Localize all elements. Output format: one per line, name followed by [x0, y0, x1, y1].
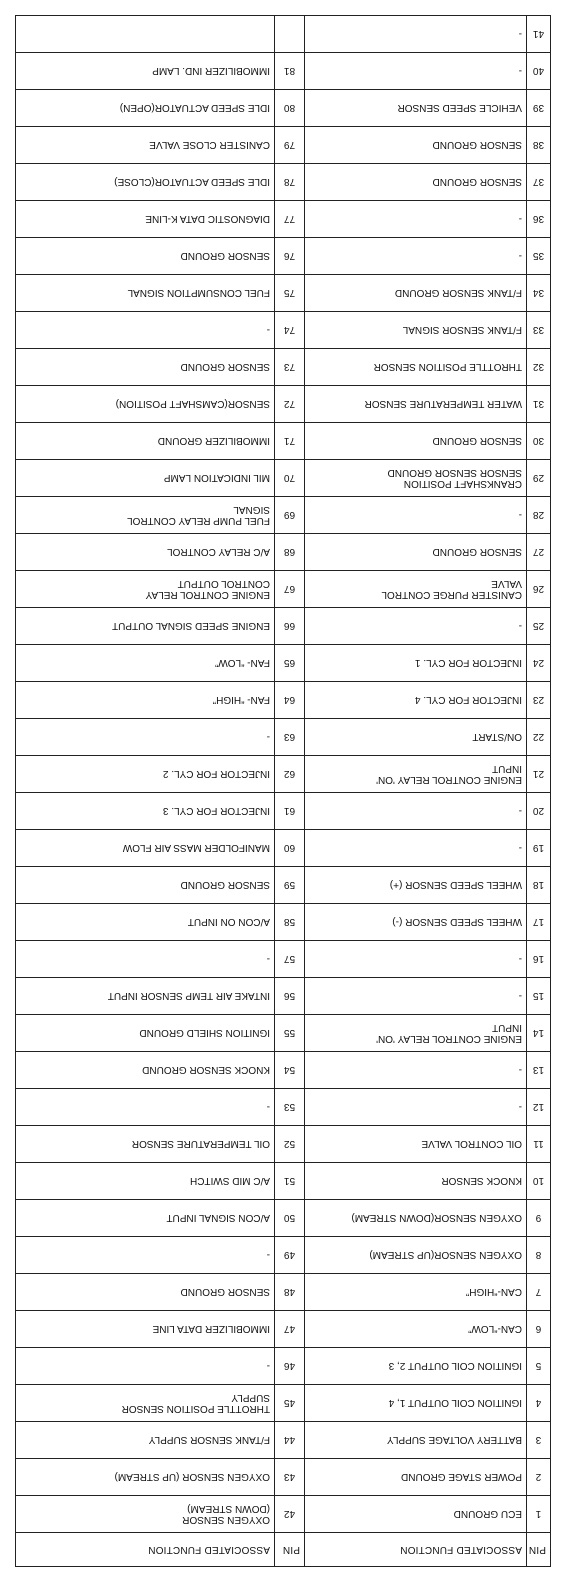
pin-number-left: 12 — [527, 1089, 551, 1126]
table-row — [16, 1496, 551, 1533]
pin-function-left: SENSOR GROUND — [305, 127, 527, 164]
table-row — [16, 1237, 551, 1274]
table-row — [16, 682, 551, 719]
pin-number-left: 10 — [527, 1163, 551, 1200]
pin-function-left: WHEEL SPEED SENSOR (-) — [305, 904, 527, 941]
table-row — [16, 201, 551, 238]
pin-number-right: 68 — [275, 534, 305, 571]
pin-number-left: 24 — [527, 645, 551, 682]
pin-function-left: SENSOR GROUND — [305, 423, 527, 460]
pin-function-left: IGNITION COIL OUTPUT 1, 4 — [305, 1385, 527, 1422]
pin-function-right: INJECTOR FOR CYL. 3 — [16, 793, 275, 830]
function-header-right: ASSOCIATED FUNCTION — [16, 1533, 275, 1567]
pin-number-left: 7 — [527, 1274, 551, 1311]
table-row — [16, 830, 551, 867]
pin-function-left: INJECTOR FOR CYL. 1 — [305, 645, 527, 682]
pin-number-left: 21 — [527, 756, 551, 793]
pin-function-right: ENGINE SPEED SIGNAL OUTPUT — [16, 608, 275, 645]
pin-number-right: 64 — [275, 682, 305, 719]
pin-function-right: IDLE SPEED ACTUATOR(OPEN) — [16, 90, 275, 127]
pin-number-right: 60 — [275, 830, 305, 867]
pin-number-left: 19 — [527, 830, 551, 867]
pin-number-right: 44 — [275, 1422, 305, 1459]
pin-number-right: 79 — [275, 127, 305, 164]
pin-function-left: - — [305, 1052, 527, 1089]
pin-number-left: 41 — [527, 16, 551, 53]
pin-function-left: VEHICLE SPEED SENSOR — [305, 90, 527, 127]
pin-number-right: 62 — [275, 756, 305, 793]
table-row — [16, 1311, 551, 1348]
pin-function-right: OXYGEN SENSOR (DOWN STREAM) — [16, 1496, 275, 1533]
pin-number-left: 29 — [527, 460, 551, 497]
table-row — [16, 645, 551, 682]
pin-number-right: 65 — [275, 645, 305, 682]
pin-header-left: PIN — [527, 1533, 551, 1567]
pin-number-left: 40 — [527, 53, 551, 90]
pin-function-right: ENGINE CONTROL RELAY CONTROL OUTPUT — [16, 571, 275, 608]
pin-function-left: ECU GROUND — [305, 1496, 527, 1533]
pin-number-left: 39 — [527, 90, 551, 127]
table-row — [16, 904, 551, 941]
pin-number-right: 71 — [275, 423, 305, 460]
table-row — [16, 16, 551, 53]
pin-function-right: FUEL PUMP RELAY CONTROL SIGNAL — [16, 497, 275, 534]
function-header-left: ASSOCIATED FUNCTION — [305, 1533, 527, 1567]
pin-number-left: 35 — [527, 238, 551, 275]
table-row — [16, 460, 551, 497]
table-row — [16, 90, 551, 127]
pin-function-left: BATTERY VOLTAGE SUPPLY — [305, 1422, 527, 1459]
pin-function-right: FAN- “HIGH” — [16, 682, 275, 719]
pin-function-right: IMMOBILIZER IND. LAMP — [16, 53, 275, 90]
table-row — [16, 1459, 551, 1496]
table-row — [16, 53, 551, 90]
pin-function-left: KNOCK SENSOR — [305, 1163, 527, 1200]
pin-number-left: 22 — [527, 719, 551, 756]
pin-function-left: WATER TEMPERATURE SENSOR — [305, 386, 527, 423]
pin-number-right: 80 — [275, 90, 305, 127]
pin-number-left: 26 — [527, 571, 551, 608]
pin-number-right: 58 — [275, 904, 305, 941]
pin-function-left: OIL CONTROL VALVE — [305, 1126, 527, 1163]
pin-function-left: ENGINE CONTROL RELAY 'ON' INPUT — [305, 756, 527, 793]
table-row — [16, 793, 551, 830]
table-row — [16, 497, 551, 534]
table-row — [16, 571, 551, 608]
pin-number-left: 11 — [527, 1126, 551, 1163]
pin-number-right: 66 — [275, 608, 305, 645]
pin-number-left: 17 — [527, 904, 551, 941]
table-row — [16, 1015, 551, 1052]
pin-function-right: - — [16, 1348, 275, 1385]
pin-function-right: IDLE SPEED ACTUATOR(CLOSE) — [16, 164, 275, 201]
pin-number-left: 6 — [527, 1311, 551, 1348]
pin-number-left: 2 — [527, 1459, 551, 1496]
pin-function-right: FUEL CONSUMPTION SIGNAL — [16, 275, 275, 312]
pin-rows — [16, 16, 551, 1533]
pin-number-left: 5 — [527, 1348, 551, 1385]
pin-number-right: 55 — [275, 1015, 305, 1052]
pin-function-left: WHEEL SPEED SENSOR (+) — [305, 867, 527, 904]
pin-number-right: 67 — [275, 571, 305, 608]
pin-function-right: MIL INDICATION LAMP — [16, 460, 275, 497]
table-row — [16, 423, 551, 460]
pin-number-left: 3 — [527, 1422, 551, 1459]
table-row — [16, 349, 551, 386]
pin-function-right: INTAKE AIR TEMP SENSOR INPUT — [16, 978, 275, 1015]
pin-number-right: 70 — [275, 460, 305, 497]
pin-number-left: 27 — [527, 534, 551, 571]
pin-number-left: 4 — [527, 1385, 551, 1422]
pin-number-left: 25 — [527, 608, 551, 645]
pin-number-left: 1 — [527, 1496, 551, 1533]
pin-number-right — [275, 16, 305, 53]
pin-number-right: 56 — [275, 978, 305, 1015]
pin-function-right: - — [16, 719, 275, 756]
pin-function-left: SENSOR GROUND — [305, 534, 527, 571]
pin-number-left: 30 — [527, 423, 551, 460]
pin-number-right: 45 — [275, 1385, 305, 1422]
pin-function-right: SENSOR GROUND — [16, 867, 275, 904]
pin-number-right: 43 — [275, 1459, 305, 1496]
table-row — [16, 127, 551, 164]
table-row — [16, 1126, 551, 1163]
pin-number-left: 8 — [527, 1237, 551, 1274]
pin-function-left: - — [305, 53, 527, 90]
pin-number-right: 69 — [275, 497, 305, 534]
pin-function-right: IMMOBILIZER DATA LINE — [16, 1311, 275, 1348]
table-row — [16, 275, 551, 312]
pin-function-left: ON/START — [305, 719, 527, 756]
pin-function-left: F/TANK SENSOR GROUND — [305, 275, 527, 312]
pin-function-right: - — [16, 1089, 275, 1126]
table-row — [16, 1200, 551, 1237]
pin-function-left: CAN-“LOW” — [305, 1311, 527, 1348]
pin-number-left: 15 — [527, 978, 551, 1015]
pin-function-left: CRANKSHAFT POSITION SENSOR SENSOR GROUND — [305, 460, 527, 497]
pin-number-right: 50 — [275, 1200, 305, 1237]
pin-number-right: 52 — [275, 1126, 305, 1163]
pin-number-right: 51 — [275, 1163, 305, 1200]
pin-function-left: - — [305, 793, 527, 830]
pin-number-left: 38 — [527, 127, 551, 164]
pin-number-left: 33 — [527, 312, 551, 349]
table-row — [16, 867, 551, 904]
pin-number-right: 57 — [275, 941, 305, 978]
table-row — [16, 941, 551, 978]
pin-function-left: POWER STAGE GROUND — [305, 1459, 527, 1496]
pin-function-left: INJECTOR FOR CYL. 4 — [305, 682, 527, 719]
pin-function-left: - — [305, 941, 527, 978]
pin-function-right: OIL TEMPERATURE SENSOR — [16, 1126, 275, 1163]
pin-number-right: 59 — [275, 867, 305, 904]
table-row — [16, 608, 551, 645]
table-row — [16, 386, 551, 423]
pin-function-left: ENGINE CONTROL RELAY 'ON' INPUT — [305, 1015, 527, 1052]
pin-function-left: F/TANK SENSOR SIGNAL — [305, 312, 527, 349]
pin-number-left: 9 — [527, 1200, 551, 1237]
pin-number-right: 47 — [275, 1311, 305, 1348]
pin-function-right: IGNITION SHIELD GROUND — [16, 1015, 275, 1052]
pin-function-right: A/C MID SWITCH — [16, 1163, 275, 1200]
pin-function-right — [16, 16, 275, 53]
pin-number-right: 48 — [275, 1274, 305, 1311]
pin-function-right: OXYGEN SENSOR (UP STREAM) — [16, 1459, 275, 1496]
pin-function-right: SENSOR GROUND — [16, 349, 275, 386]
pin-number-left: 32 — [527, 349, 551, 386]
pin-number-right: 75 — [275, 275, 305, 312]
table-row — [16, 1385, 551, 1422]
table-row — [16, 756, 551, 793]
pin-number-right: 54 — [275, 1052, 305, 1089]
pin-function-right: FAN- “LOW” — [16, 645, 275, 682]
pin-function-left: OXYGEN SENSOR(DOWN STREAM) — [305, 1200, 527, 1237]
table-row — [16, 1089, 551, 1126]
pin-number-right: 42 — [275, 1496, 305, 1533]
pin-function-right: A/CON ON INPUT — [16, 904, 275, 941]
pin-function-right: A/C RELAY CONTROL — [16, 534, 275, 571]
table-row — [16, 1348, 551, 1385]
pin-function-left: - — [305, 830, 527, 867]
pin-number-right: 77 — [275, 201, 305, 238]
pin-function-left: IGNITION COIL OUTPUT 2, 3 — [305, 1348, 527, 1385]
pin-function-right: THROTTLE POSITION SENSOR SUPPLY — [16, 1385, 275, 1422]
table-row — [16, 1422, 551, 1459]
pin-function-right: MANIFOLDER MASS AIR FLOW — [16, 830, 275, 867]
pin-number-right: 53 — [275, 1089, 305, 1126]
pin-function-right: KNOCK SENSOR GROUND — [16, 1052, 275, 1089]
pin-number-left: 16 — [527, 941, 551, 978]
pin-function-left: SENSOR GROUND — [305, 164, 527, 201]
pin-function-right: IMMOBILIZER GROUND — [16, 423, 275, 460]
pin-number-right: 72 — [275, 386, 305, 423]
pin-number-left: 31 — [527, 386, 551, 423]
pin-function-right: SENSOR(CAMSHAFT POSITION) — [16, 386, 275, 423]
pin-function-left: - — [305, 1089, 527, 1126]
pin-function-right: A/CON SIGNAL INPUT — [16, 1200, 275, 1237]
pin-number-right: 63 — [275, 719, 305, 756]
pin-number-right: 46 — [275, 1348, 305, 1385]
header-row — [16, 1533, 551, 1567]
pin-number-left: 14 — [527, 1015, 551, 1052]
ecu-pin-table — [15, 15, 551, 1567]
pin-function-left: CANISTER PURGE CONTROL VALVE — [305, 571, 527, 608]
pin-number-right: 61 — [275, 793, 305, 830]
pin-function-right: CANISTER CLOSE VALVE — [16, 127, 275, 164]
table-row — [16, 238, 551, 275]
pin-function-left: - — [305, 16, 527, 53]
pin-header-right: PIN — [275, 1533, 305, 1567]
pin-number-left: 13 — [527, 1052, 551, 1089]
pin-function-left: - — [305, 497, 527, 534]
pin-function-right: SENSOR GROUND — [16, 238, 275, 275]
pin-number-right: 78 — [275, 164, 305, 201]
pin-number-left: 18 — [527, 867, 551, 904]
pin-function-right: - — [16, 941, 275, 978]
pin-number-right: 73 — [275, 349, 305, 386]
pin-number-left: 34 — [527, 275, 551, 312]
pin-function-left: OXYGEN SENSOR(UP STREAM) — [305, 1237, 527, 1274]
pin-function-right: DIAGNOSTIC DATA K-LINE — [16, 201, 275, 238]
table-row — [16, 164, 551, 201]
pin-function-left: - — [305, 201, 527, 238]
pin-number-right: 76 — [275, 238, 305, 275]
pin-number-left: 36 — [527, 201, 551, 238]
pin-function-left: - — [305, 238, 527, 275]
pin-number-right: 81 — [275, 53, 305, 90]
pin-function-right: F/TANK SENSOR SUPPLY — [16, 1422, 275, 1459]
pin-function-right: SENSOR GROUND — [16, 1274, 275, 1311]
table-row — [16, 1052, 551, 1089]
table-row — [16, 312, 551, 349]
pin-function-right: - — [16, 312, 275, 349]
pin-number-left: 37 — [527, 164, 551, 201]
table-row — [16, 1163, 551, 1200]
pin-number-left: 23 — [527, 682, 551, 719]
pin-function-left: CAN-“HIGH” — [305, 1274, 527, 1311]
pin-function-right: - — [16, 1237, 275, 1274]
table-row — [16, 534, 551, 571]
pin-number-left: 28 — [527, 497, 551, 534]
pin-number-right: 49 — [275, 1237, 305, 1274]
pin-function-right: INJECTOR FOR CYL. 2 — [16, 756, 275, 793]
pin-function-left: - — [305, 608, 527, 645]
pin-function-left: - — [305, 978, 527, 1015]
table-row — [16, 719, 551, 756]
table-row — [16, 1274, 551, 1311]
pin-function-left: THROTTLE POSITION SENSOR — [305, 349, 527, 386]
table-row — [16, 978, 551, 1015]
pin-number-right: 74 — [275, 312, 305, 349]
pin-number-left: 20 — [527, 793, 551, 830]
